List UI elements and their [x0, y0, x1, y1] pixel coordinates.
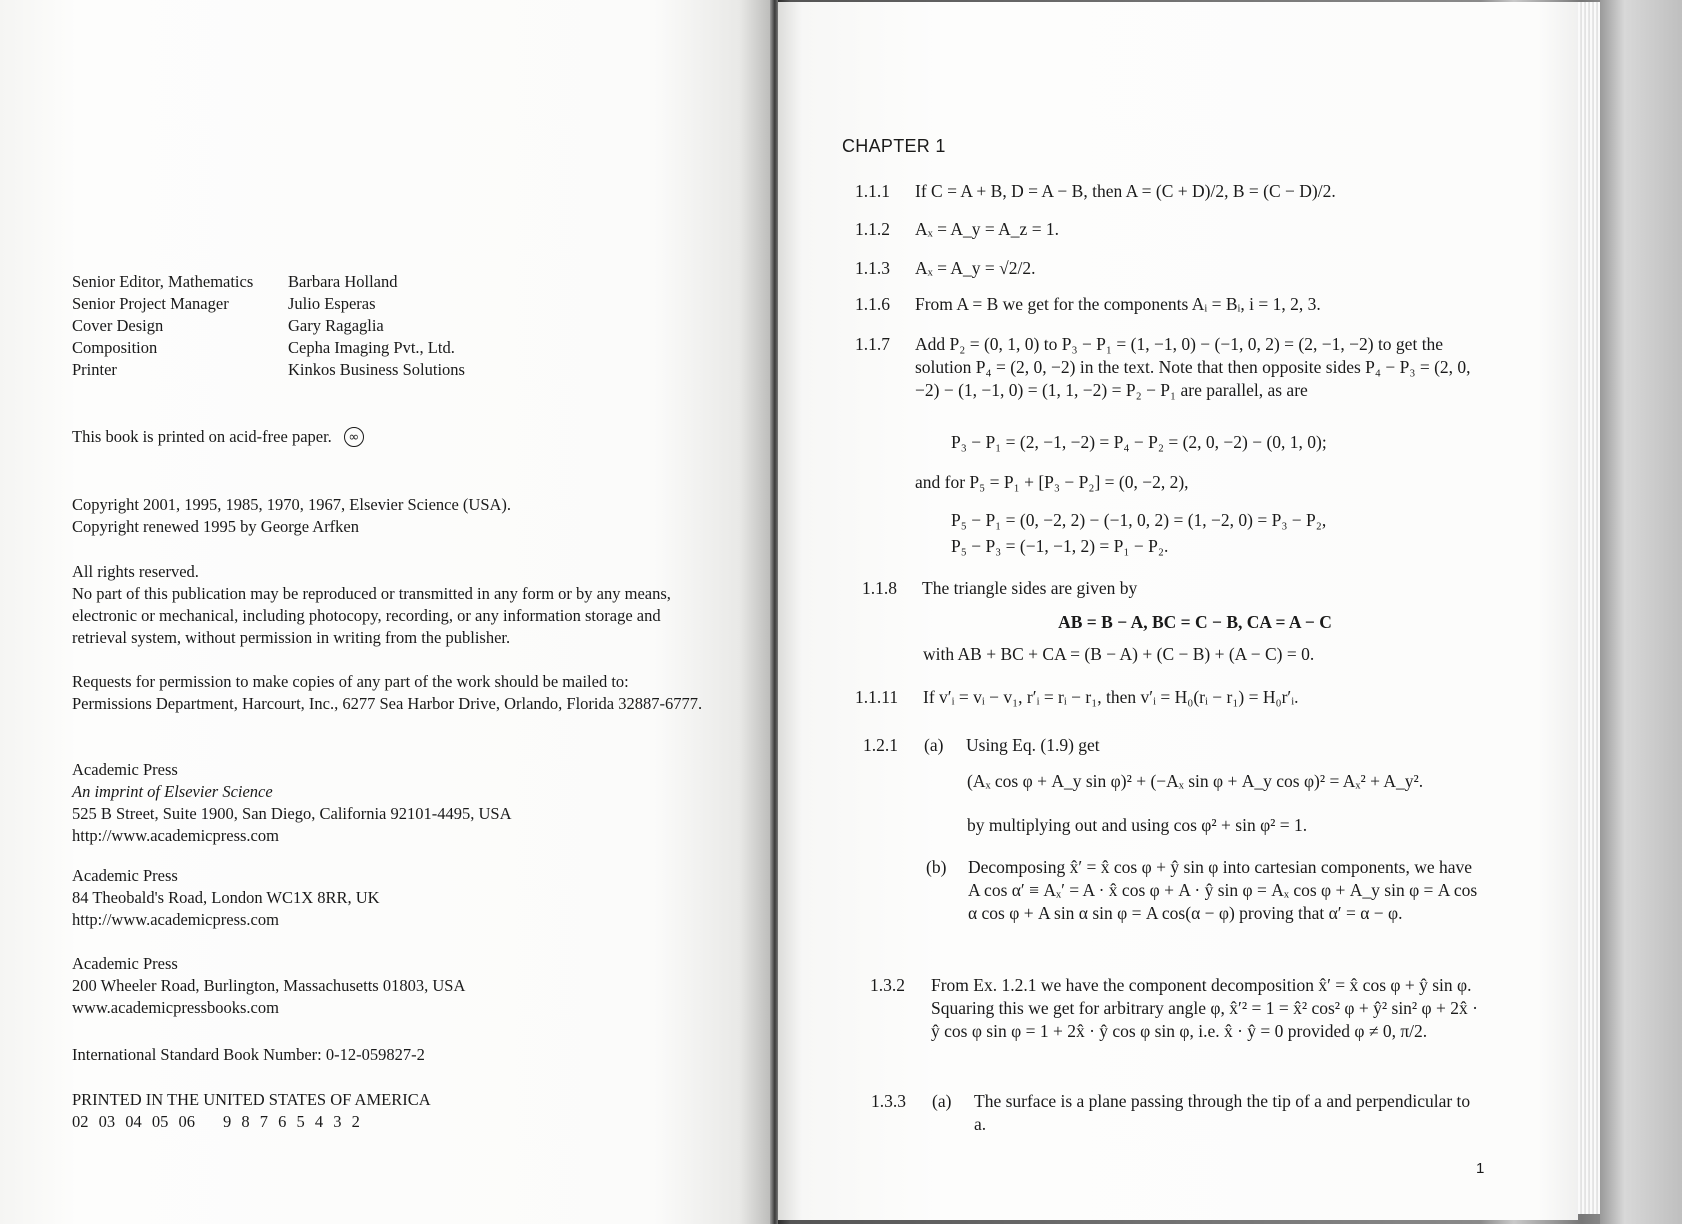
- publisher-street: 200 Wheeler Road, Burlington, Massachusetts 01803, USA: [72, 976, 466, 995]
- rights-text: No part of this publication may be reproduced or transmitted in any form or by any means, electronic or mechanical, including photocopy, recording, or any information storage and retrieval system, without permission in writing from the publisher.: [72, 584, 671, 647]
- credit-role: Senior Editor, Mathematics: [72, 272, 254, 291]
- chapter-heading: CHAPTER 1: [842, 136, 946, 156]
- infinity-circle-icon: ∞: [344, 427, 364, 447]
- publisher-name: Academic Press: [72, 954, 178, 973]
- answer-text: From Ex. 1.2.1 we have the component decomposition x̂′ = x̂ cos φ + ŷ sin φ. Squaring this we get for arbitrary angle φ, x̂′² = 1 = x̂² cos² φ + ŷ² sin² φ + 2x̂ · ŷ cos φ sin φ = 1 + 2x̂ · ŷ cos φ sin φ, i.e. x̂ · ŷ = 0 provided φ ≠ 0, π/2.: [931, 975, 1478, 1041]
- credit-row: [72, 293, 465, 315]
- part-label: (b): [926, 857, 947, 877]
- answer-number: 1.2.1: [863, 735, 898, 755]
- answer-equation: P₅ − P₃ = (−1, −1, 2) = P₁ − P₂.: [951, 536, 1169, 556]
- answer-number: 1.1.1: [855, 181, 890, 201]
- rights-block: [72, 561, 712, 649]
- publisher-name: Academic Press: [72, 760, 178, 779]
- answer-equation: AB = B − A, BC = C − B, CA = A − C: [1058, 612, 1332, 632]
- page-edges: [1578, 2, 1600, 1214]
- answer-number: 1.3.2: [870, 975, 905, 995]
- publisher-name: Academic Press: [72, 866, 178, 885]
- credit-name: Julio Esperas: [288, 294, 376, 313]
- publisher-url: http://www.academicpress.com: [72, 910, 279, 929]
- part-label: (a): [924, 735, 944, 755]
- publisher-url: www.academicpressbooks.com: [72, 998, 279, 1017]
- answer-text: The surface is a plane passing through the tip of a and perpendicular to a.: [974, 1091, 1471, 1134]
- credit-role: Cover Design: [72, 316, 164, 335]
- publisher-street: 525 B Street, Suite 1900, San Diego, California 92101-4495, USA: [72, 804, 512, 823]
- publisher-url: http://www.academicpress.com: [72, 826, 279, 845]
- publisher-address-london: [72, 865, 380, 931]
- acid-free-text: This book is printed on acid-free paper.: [72, 427, 332, 446]
- publisher-address-burlington: [72, 953, 465, 1019]
- answer-text: and for P₅ = P₁ + [P₃ − P₂] = (0, −2, 2),: [915, 472, 1189, 492]
- part-label: (a): [932, 1091, 952, 1111]
- answer-number: 1.3.3: [871, 1091, 906, 1111]
- credit-row: [72, 271, 465, 293]
- answer-number: 1.1.7: [855, 334, 890, 354]
- copyright-block: [72, 494, 511, 538]
- answer-text: Aₓ = A_y = A_z = 1.: [915, 219, 1060, 239]
- scanner-edge: [1600, 0, 1682, 1224]
- credit-name: Kinkos Business Solutions: [288, 360, 465, 379]
- answer-number: 1.1.8: [862, 578, 897, 598]
- printed-in: PRINTED IN THE UNITED STATES OF AMERICA: [72, 1090, 431, 1109]
- credit-name: Cepha Imaging Pvt., Ltd.: [288, 338, 455, 357]
- copyright-renewed: Copyright renewed 1995 by George Arfken: [72, 517, 360, 536]
- copyright-line: Copyright 2001, 1995, 1985, 1970, 1967, Elsevier Science (USA).: [72, 495, 512, 514]
- credit-name: Barbara Holland: [288, 272, 398, 291]
- credit-role: Printer: [72, 360, 117, 379]
- printed-in-block: [72, 1089, 431, 1133]
- print-years: 02 03 04 05 06: [72, 1112, 195, 1131]
- answer-equation: P₅ − P₁ = (0, −2, 2) − (−1, 0, 2) = (1, −2, 0) = P₃ − P₂,: [951, 510, 1327, 530]
- isbn: International Standard Book Number: 0-12-059827-2: [72, 1045, 425, 1064]
- print-run: 9 8 7 6 5 4 3 2: [223, 1112, 360, 1131]
- permissions-text: Requests for permission to make copies of any part of the work should be mailed to: Permissions Department, Harcourt, Inc., 6277 Sea Harbor Drive, Orlando, Florida 32887-6777.: [72, 672, 703, 713]
- publisher-street: 84 Theobald's Road, London WC1X 8RR, UK: [72, 888, 380, 907]
- credit-role: Composition: [72, 338, 158, 357]
- page-number: 1: [1476, 1160, 1485, 1177]
- answer-number: 1.1.3: [855, 258, 890, 278]
- answer-text: with AB + BC + CA = (B − A) + (C − B) + (A − C) = 0.: [923, 644, 1315, 664]
- answer-text: by multiplying out and using cos φ² + sin φ² = 1.: [967, 815, 1308, 835]
- book-gutter: [770, 0, 778, 1224]
- answer-equation: P₃ − P₁ = (2, −1, −2) = P₄ − P₂ = (2, 0, −2) − (0, 1, 0);: [951, 432, 1327, 452]
- credit-role: Senior Project Manager: [72, 294, 229, 313]
- credit-row: [72, 337, 465, 359]
- answer-number: 1.1.6: [855, 294, 890, 314]
- answer-text: Decomposing x̂′ = x̂ cos φ + ŷ sin φ into cartesian components, we have A cos α′ ≡ Aₓ′ = A · x̂ cos φ + A · ŷ sin φ = Aₓ cos φ + A_y sin φ = A cos α cos φ + A sin α sin φ = A cos(α − φ) proving that α′ = α − φ.: [968, 857, 1478, 923]
- credit-row: [72, 315, 465, 337]
- answer-text: Aₓ = A_y = √2/2.: [915, 258, 1036, 278]
- credit-row: [72, 359, 465, 381]
- acid-free-notice: [72, 426, 364, 448]
- publisher-address-san-diego: [72, 759, 512, 847]
- publisher-imprint: An imprint of Elsevier Science: [72, 782, 273, 801]
- answer-text: The triangle sides are given by: [922, 578, 1138, 598]
- answer-text: From A = B we get for the components Aᵢ = Bᵢ, i = 1, 2, 3.: [915, 294, 1321, 314]
- credits-list: [72, 271, 465, 381]
- permissions-block: [72, 671, 712, 715]
- answer-number: 1.1.2: [855, 219, 890, 239]
- answer-text: If v′ᵢ = vᵢ − v₁, r′ᵢ = rᵢ − r₁, then v′ᵢ = H₀(rᵢ − r₁) = H₀r′ᵢ.: [923, 687, 1299, 707]
- print-line: [72, 1111, 431, 1133]
- answer-text: If C = A + B, D = A − B, then A = (C + D)/2, B = (C − D)/2.: [915, 181, 1336, 201]
- answer-number: 1.1.11: [855, 687, 899, 707]
- rights-reserved: All rights reserved.: [72, 562, 199, 581]
- answer-text: Using Eq. (1.9) get: [966, 735, 1100, 755]
- answer-equation: (Aₓ cos φ + A_y sin φ)² + (−Aₓ sin φ + A_y cos φ)² = Aₓ² + A_y².: [967, 771, 1424, 791]
- credit-name: Gary Ragaglia: [288, 316, 384, 335]
- answer-text: Add P₂ = (0, 1, 0) to P₃ − P₁ = (1, −1, 0) − (−1, 0, 2) = (2, −1, −2) to get the solution P₄ = (2, 0, −2) in the text. Note that then opposite sides P₄ − P₃ = (2, 0, −2) − (1, −1, 0) = (1, 1, −2) = P₂ − P₁ are parallel, as are: [915, 334, 1471, 400]
